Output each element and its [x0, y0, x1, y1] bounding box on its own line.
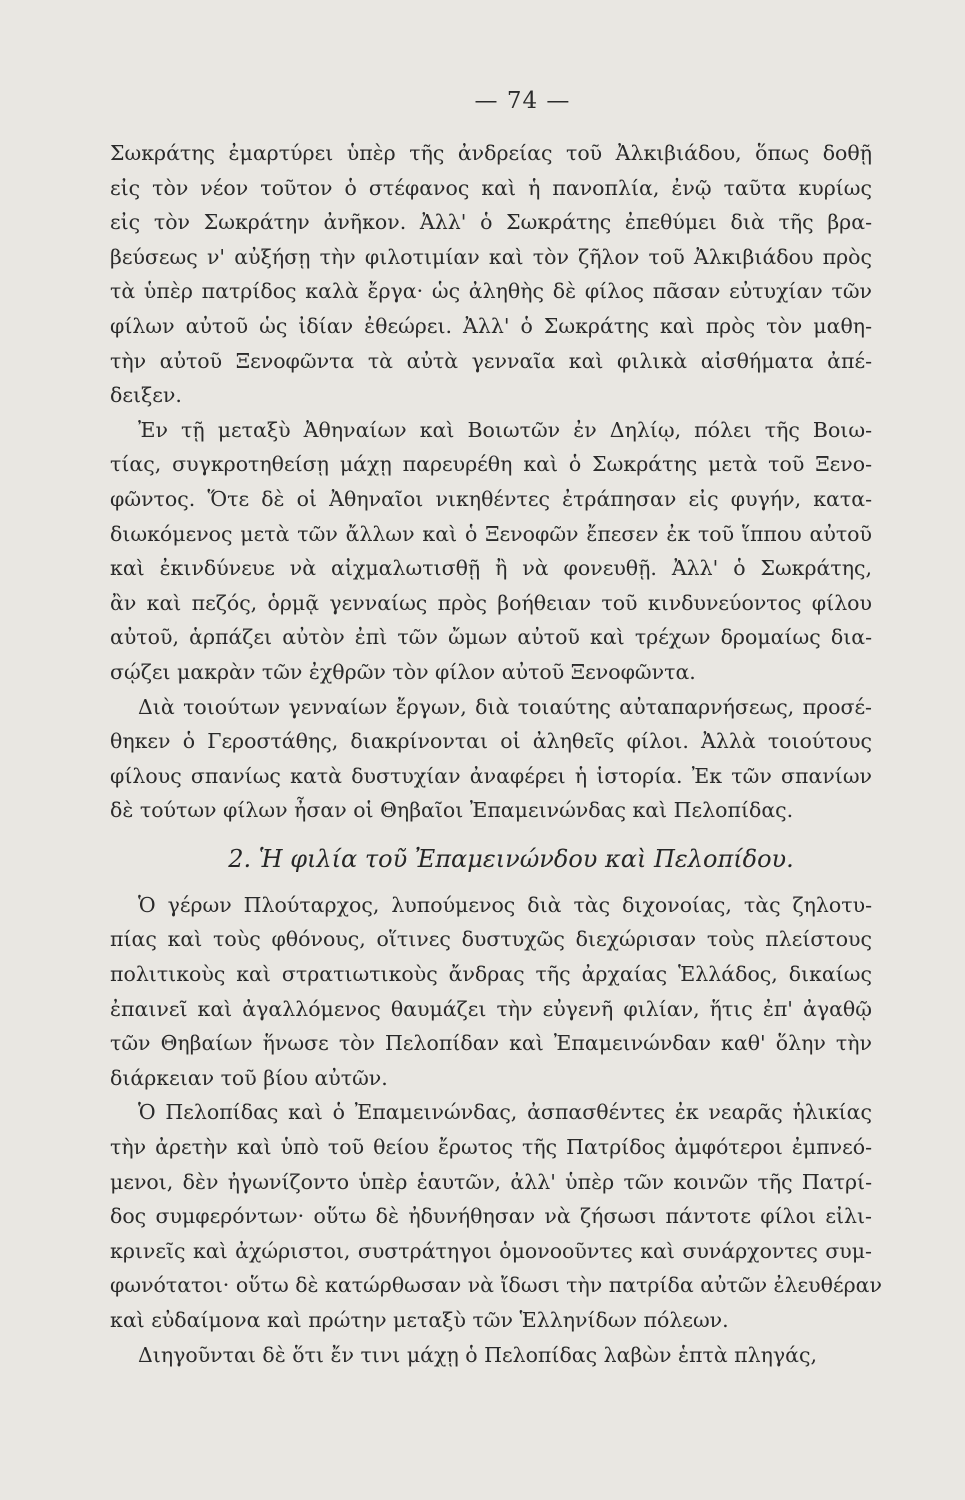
text-line: Διὰ τοιούτων γενναίων ἔργων, διὰ τοιαύτης αὐταπαρνήσεως, προσέ-	[138, 694, 872, 719]
text-line: διωκόμενος μετὰ τῶν ἄλλων καὶ ὁ Ξενοφῶν ἔπεσεν ἐκ τοῦ ἵππου αὐτοῦ	[110, 521, 872, 546]
paragraph	[110, 1338, 895, 1373]
text-line: φωνότατοι· οὕτω δὲ κατώρθωσαν νὰ ἴδωσι τὴν πατρίδα αὐτῶν ἐλευθέραν	[110, 1273, 882, 1298]
text-line: φῶντος. Ὅτε δὲ οἱ Ἀθηναῖοι νικηθέντες ἐτράπησαν εἰς φυγήν, κατα-	[110, 486, 872, 511]
paragraph	[110, 1095, 895, 1337]
text-line: Ὁ Πελοπίδας καὶ ὁ Ἐπαμεινώνδας, ἀσπασθέντες ἐκ νεαρᾶς ἡλικίας	[138, 1100, 872, 1125]
text-line: δὲ τούτων φίλων ἦσαν οἱ Θηβαῖοι Ἐπαμεινώνδας καὶ Πελοπίδας.	[110, 798, 794, 823]
text-line: τὰ ὑπὲρ πατρίδος καλὰ ἔργα· ὡς ἀληθὴς δὲ φίλος πᾶσαν εὐτυχίαν τῶν	[110, 279, 872, 304]
text-line: μενοι, δὲν ἠγωνίζοντο ὑπὲρ ἑαυτῶν, ἀλλ' ὑπὲρ τῶν κοινῶν τῆς Πατρί-	[110, 1169, 872, 1194]
text-line: τὴν ἀρετὴν καὶ ὑπὸ τοῦ θείου ἔρωτος τῆς Πατρίδος ἀμφότεροι ἐμπνεό-	[110, 1135, 872, 1160]
text-line: Ὁ γέρων Πλούταρχος, λυπούμενος διὰ τὰς διχονοίας, τὰς ζηλοτυ-	[138, 892, 872, 917]
text-line: καὶ ἐκινδύνευε νὰ αἰχμαλωτισθῇ ἢ νὰ φονευθῇ. Ἀλλ' ὁ Σωκράτης,	[110, 556, 872, 581]
page-number: — 74 —	[474, 88, 571, 114]
text-line: τὴν αὐτοῦ Ξενοφῶντα τὰ αὐτὰ γενναῖα καὶ φιλικὰ αἰσθήματα ἀπέ-	[110, 348, 872, 373]
paragraph	[110, 413, 895, 690]
text-line: κρινεῖς καὶ ἀχώριστοι, συστράτηγοι ὁμονοοῦντες καὶ συνάρχοντες συμ-	[110, 1238, 872, 1263]
text-line: εἰς τὸν Σωκράτην ἀνῆκον. Ἀλλ' ὁ Σωκράτης ἐπεθύμει διὰ τῆς βρα-	[110, 210, 872, 235]
text-line: καὶ εὐδαίμονα καὶ πρώτην μεταξὺ τῶν Ἑλληνίδων πόλεων.	[110, 1308, 729, 1332]
text-line: Ἐν τῇ μεταξὺ Ἀθηναίων καὶ Βοιωτῶν ἐν Δηλίῳ, πόλει τῆς Βοιω-	[138, 417, 872, 442]
text-line: διάρκειαν τοῦ βίου αὐτῶν.	[110, 1065, 388, 1090]
text-line: βεύσεως ν' αὐξήσῃ τὴν φιλοτιμίαν καὶ τὸν ζῆλον τοῦ Ἀλκιβιάδου πρὸς	[110, 244, 872, 269]
text-line: θηκεν ὁ Γεροστάθης, διακρίνονται οἱ ἀληθεῖς φίλοι. Ἀλλὰ τοιούτους	[110, 729, 872, 754]
text-line: Διηγοῦνται δὲ ὅτι ἔν τινι μάχῃ ὁ Πελοπίδας λαβὼν ἑπτὰ πληγάς,	[138, 1342, 818, 1367]
text-line: αὐτοῦ, ἁρπάζει αὐτὸν ἐπὶ τῶν ὤμων αὐτοῦ καὶ τρέχων δρομαίως δια-	[110, 625, 872, 650]
paragraph	[110, 136, 895, 413]
section-title: 2. Ἡ φιλία τοῦ Ἐπαμεινώνδου καὶ Πελοπίδου.	[228, 844, 794, 873]
paragraph	[110, 888, 895, 1096]
text-line: δος συμφερόντων· οὕτω δὲ ἠδυνήθησαν νὰ ζήσωσι πάντοτε φίλοι εἰλι-	[110, 1204, 872, 1229]
text-line: ἂν καὶ πεζός, ὁρμᾷ γενναίως πρὸς βοήθειαν τοῦ κινδυνεύοντος φίλου	[110, 590, 872, 615]
text-line: πίας καὶ τοὺς φθόνους, οἵτινες δυστυχῶς διεχώρισαν τοὺς πλείστους	[110, 927, 872, 952]
text-line: φίλων αὐτοῦ ὡς ἰδίαν ἐθεώρει. Ἀλλ' ὁ Σωκράτης καὶ πρὸς τὸν μαθη-	[110, 313, 872, 338]
text-line: φίλους σπανίως κατὰ δυστυχίαν ἀναφέρει ἡ ἱστορία. Ἐκ τῶν σπανίων	[110, 763, 872, 788]
text-line: τῶν Θηβαίων ἥνωσε τὸν Πελοπίδαν καὶ Ἐπαμεινώνδαν καθ' ὅλην τὴν	[110, 1031, 872, 1056]
paragraph	[110, 690, 895, 828]
text-line: τίας, συγκροτηθείσῃ μάχῃ παρευρέθη καὶ ὁ Σωκράτης μετὰ τοῦ Ξενο-	[110, 452, 872, 477]
text-line: πολιτικοὺς καὶ στρατιωτικοὺς ἄνδρας τῆς ἀρχαίας Ἑλλάδος, δικαίως	[110, 962, 872, 987]
text-line: δειξεν.	[110, 383, 182, 408]
text-line: Σωκράτης ἐμαρτύρει ὑπὲρ τῆς ἀνδρείας τοῦ Ἀλκιβιάδου, ὅπως δοθῇ	[110, 141, 872, 165]
text-line: ἐπαινεῖ καὶ ἀγαλλόμενος θαυμάζει τὴν εὐγενῆ φιλίαν, ἥτις ἐπ' ἀγαθῷ	[110, 996, 872, 1021]
text-line: σῴζει μακρὰν τῶν ἐχθρῶν τὸν φίλον αὐτοῦ Ξενοφῶντα.	[110, 659, 696, 684]
text-line: εἰς τὸν νέον τοῦτον ὁ στέφανος καὶ ἡ πανοπλία, ἐνῷ ταῦτα κυρίως	[110, 175, 872, 200]
